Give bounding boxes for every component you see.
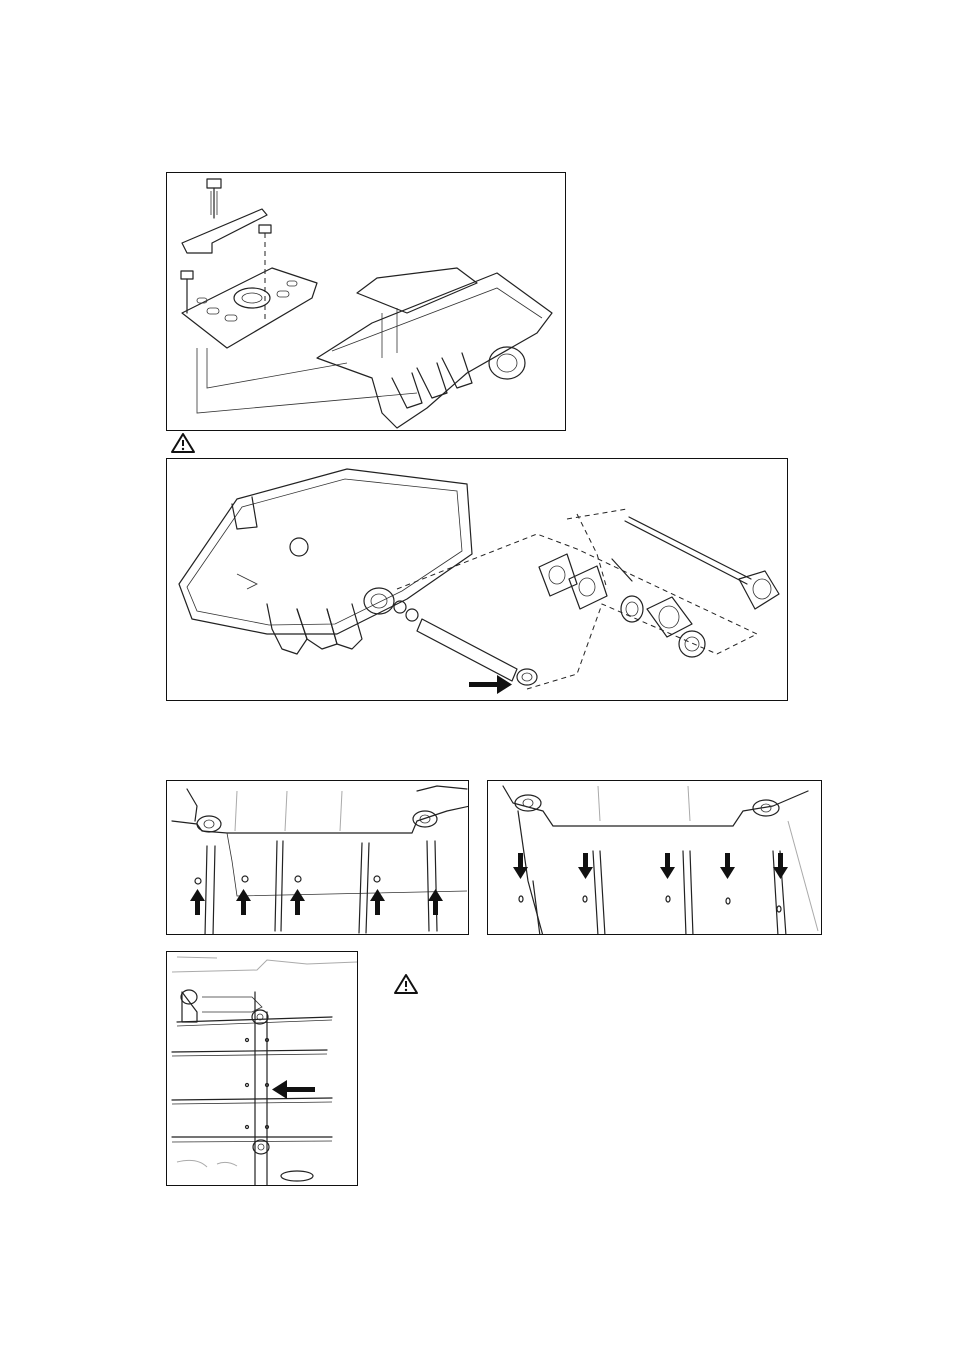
arrow-down-icon [720,853,735,879]
arrow-up-icon [236,889,251,915]
oil-pickup-drawing [167,459,788,701]
bolt-boss-icon [197,816,221,832]
warning-triangle-icon [393,973,419,995]
arrow-up-icon [190,889,205,915]
stud-icon [612,559,632,581]
underside-left-drawing [167,781,469,935]
arrow-down-icon [578,853,593,879]
pickup-tube-icon [417,619,537,685]
arrow-down-icon [660,853,675,879]
bolt-boss-icon [413,811,437,827]
bolt-icon [207,179,221,218]
figure-oil-pan-underside-left [166,780,469,935]
gasket-icon [539,554,577,596]
underside-right-drawing [488,781,822,935]
bolt-icon [181,271,193,313]
figure-oil-pan-bottom-detail [166,951,358,1186]
bottom-detail-drawing [167,952,358,1186]
seal-ring-icon [621,596,643,622]
bracket-icon [182,209,267,253]
baffle-plate-icon [182,268,317,348]
bolt-boss-icon [753,800,779,816]
arrow-up-icon [428,889,443,915]
arrow-up-icon [290,889,305,915]
bearing-housing-icon [647,597,692,637]
oil-pan-icon [179,469,472,654]
seal-ring-icon [364,588,394,614]
figure-oil-pan-baffle-exploded [166,172,566,431]
shaft-icon [625,517,779,609]
oil-pan-icon [317,268,552,428]
warning-triangle-icon [170,432,196,454]
arrow-left-icon [272,1080,315,1099]
arrow-down-icon [773,853,788,879]
oil-pan-baffle-drawing [167,173,566,431]
bolt-boss-icon [252,1010,268,1024]
seal-ring-icon [679,631,705,657]
figure-oil-pump-pickup-exploded [166,458,788,701]
bolt-boss-icon [515,795,541,811]
gasket-icon [569,566,607,609]
figure-oil-pan-underside-right [487,780,822,935]
